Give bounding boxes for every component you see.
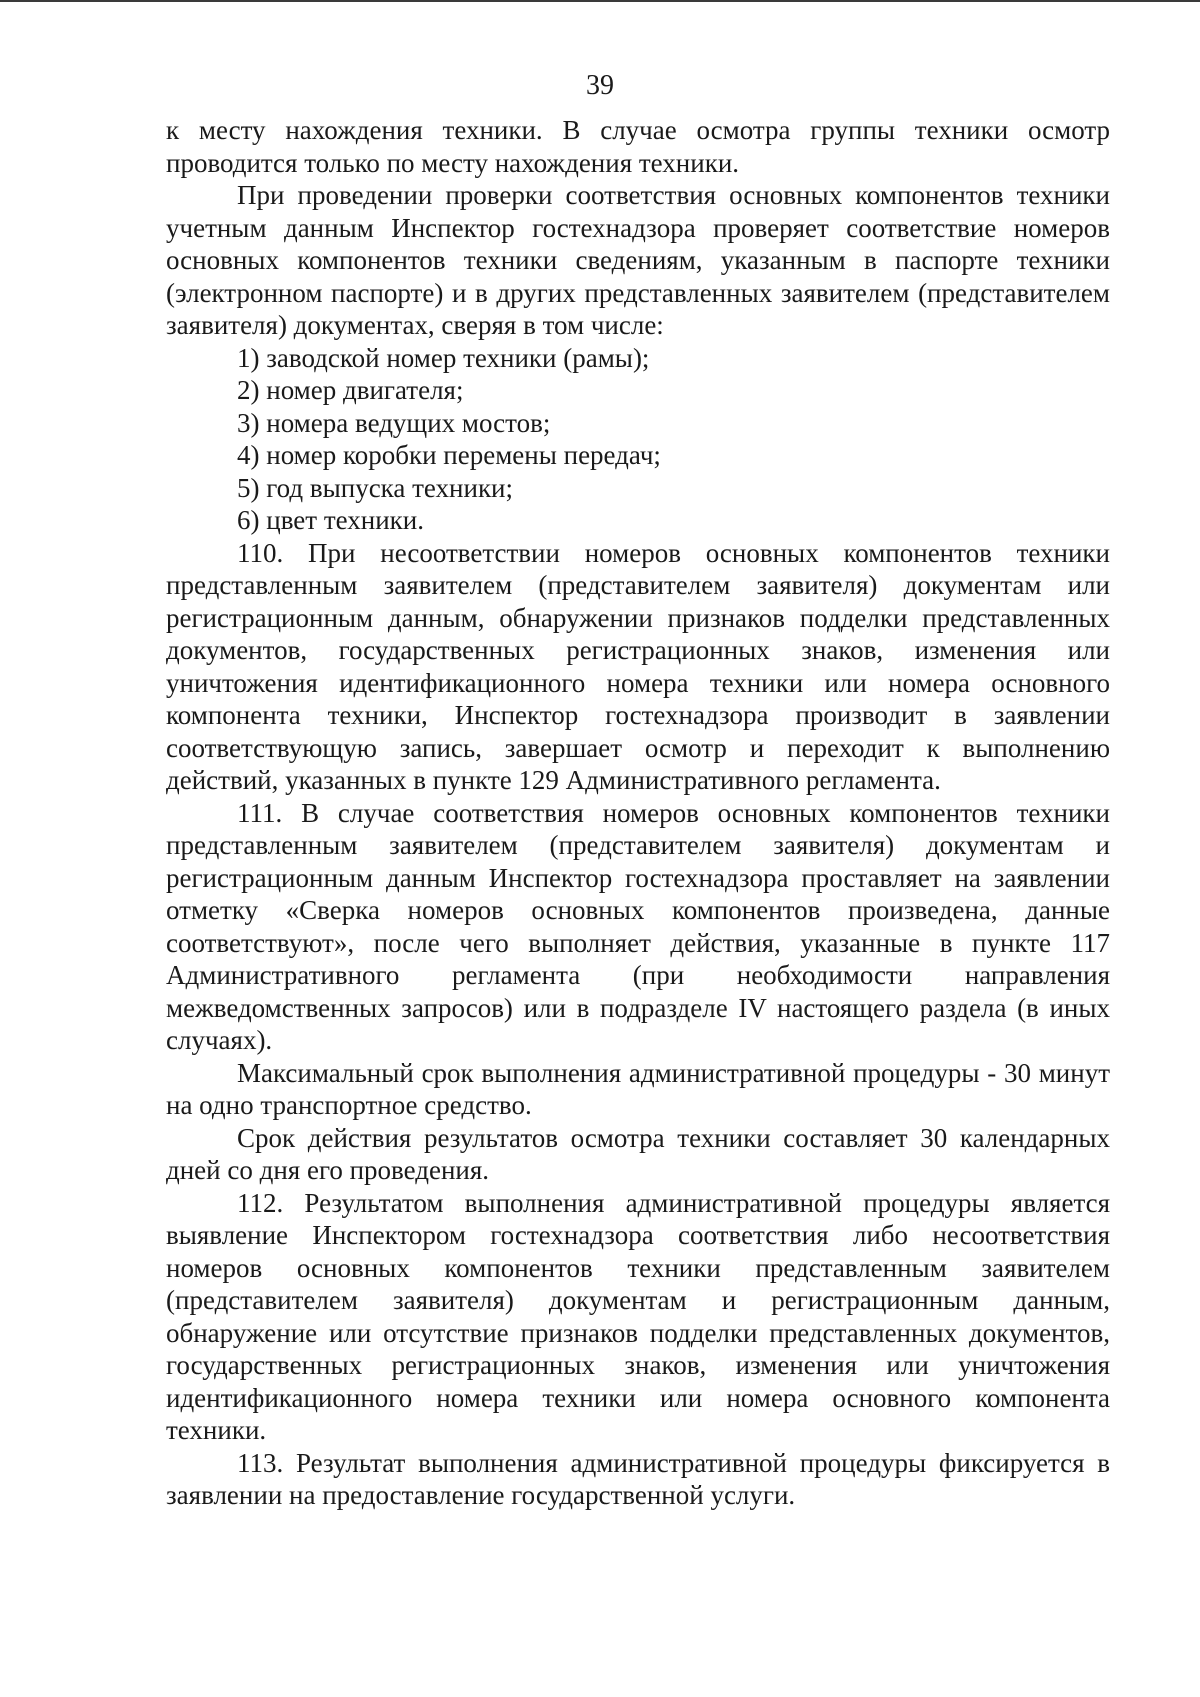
paragraph-110: 110. При несоответствии номеров основных компонентов техники представленным заявителем (представителем заявителя) документам или регистрационным данным, обнаружении признаков подделки представленных документов, государственных регистрационных знаков, изменения или уничтожения идентификационного номера техники или номера основного компонента техники, Инспектор гостехнадзора производит в заявлении соответствующую запись, завершает осмотр и переходит к выполнению действий, указанных в пункте 129 Административного регламента. <box>166 537 1110 795</box>
paragraph-111: 111. В случае соответствия номеров основных компонентов техники представленным заявителем (представителем заявителя) документам и регистрационным данным Инспектор гостехнадзора проставляет на заявлении отметку «Сверка номеров основных компонентов произведена, данные соответствуют», после чего выполняет действия, указанные в пункте 117 Административного регламента (при необходимости направления межведомственных запросов) или в подразделе IV настоящего раздела (в иных случаях). <box>166 797 1110 1055</box>
paragraph-112: 112. Результатом выполнения административной процедуры является выявление Инспектором гостехнадзора соответствия либо несоответствия номеров основных компонентов техники представленным заявителем (представителем заявителя) документам и регистрационным данным, обнаружение или отсутствие признаков подделки представленных документов, государственных регистрационных знаков, изменения или уничтожения идентификационного номера техники или номера основного компонента техники. <box>166 1187 1110 1445</box>
list-item-axle-numbers: 3) номера ведущих мостов; <box>237 407 551 438</box>
list-item-frame-number: 1) заводской номер техники (рамы); <box>237 342 650 373</box>
paragraph-continued: к месту нахождения техники. В случае осмотра группы техники осмотр проводится только по месту нахождения техники. <box>166 115 1110 178</box>
document-body <box>166 114 1110 1512</box>
list-item-year: 5) год выпуска техники; <box>237 472 514 503</box>
list-item-gearbox-number: 4) номер коробки перемены передач; <box>237 440 661 470</box>
page-number: 39 <box>586 70 614 101</box>
list-item-engine-number: 2) номер двигателя; <box>237 375 464 405</box>
paragraph-113: 113. Результат выполнения административной процедуры фиксируется в заявлении на предоставление государственной услуги. <box>166 1447 1110 1510</box>
paragraph-max-duration: Максимальный срок выполнения административной процедуры - 30 минут на одно транспортное средство. <box>166 1057 1110 1120</box>
list-item-color: 6) цвет техники. <box>237 505 424 535</box>
paragraph-validity-period: Срок действия результатов осмотра техники составляет 30 календарных дней со дня его проведения. <box>166 1122 1110 1185</box>
page-top-edge <box>0 0 1200 2</box>
paragraph-verification-intro: При проведении проверки соответствия основных компонентов техники учетным данным Инспектор гостехнадзора проверяет соответствие номеров основных компонентов техники сведениям, указанным в паспорте техники (электронном паспорте) и в других представленных заявителем (представителем заявителя) документах, сверяя в том числе: <box>166 180 1110 340</box>
